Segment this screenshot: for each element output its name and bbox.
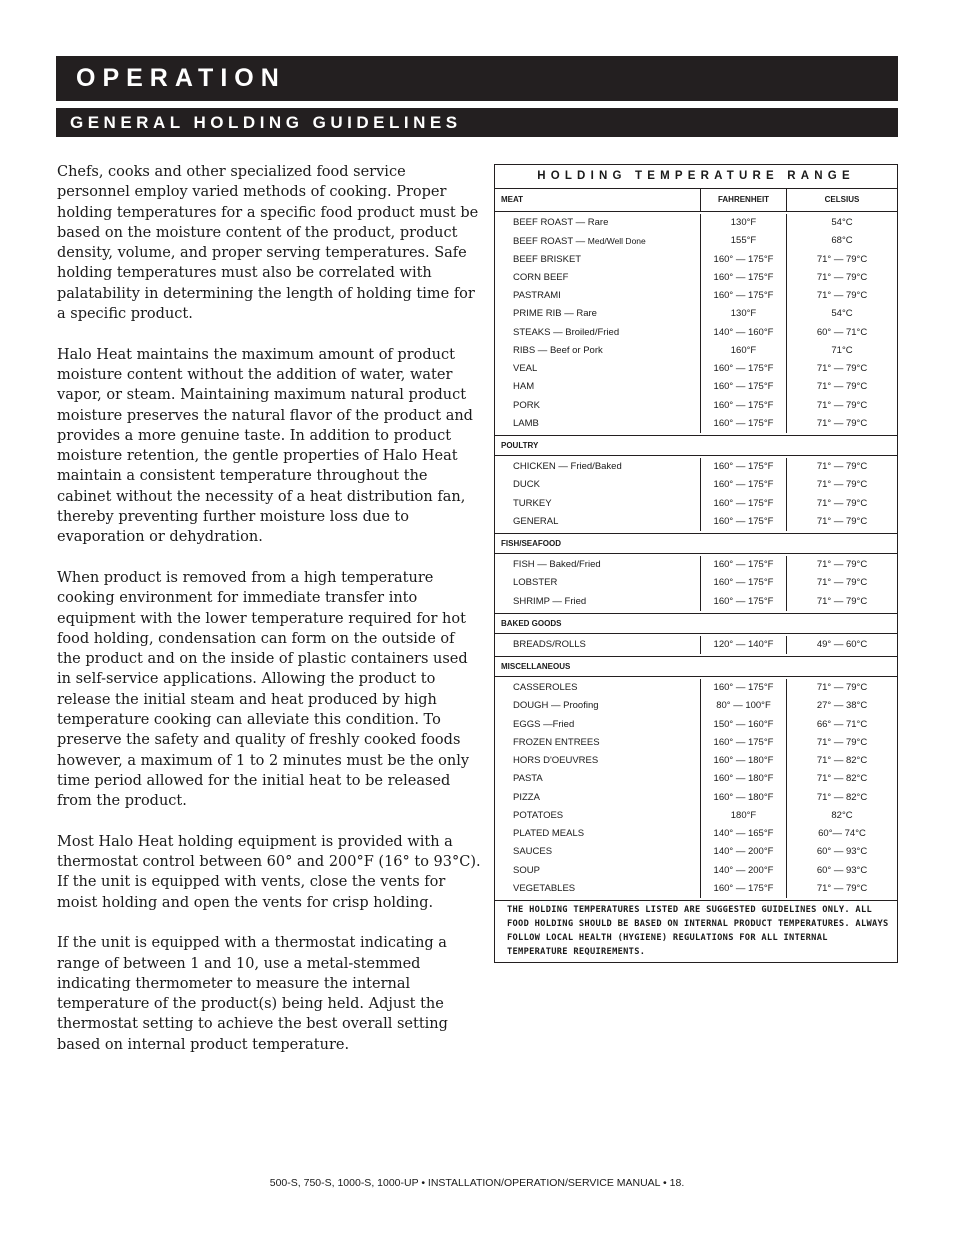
item-name: CORN BEEF [513,271,569,283]
item-name: GENERAL [513,515,559,527]
column-header-celsius: CELSIUS [824,195,860,204]
fahrenheit-value: 150° — 160°F [713,718,774,730]
fahrenheit-value: 130°F [730,308,757,320]
fahrenheit-value: 160° — 175°F [713,736,774,748]
celsius-column [787,556,897,611]
fahrenheit-value: 160° — 175°F [713,682,774,693]
fahrenheit-value: 160° — 175°F [713,497,774,509]
fahrenheit-value: 160° — 175°F [713,577,774,589]
paragraph: Chefs, cooks and other specialized food service personnel employ varied methods of cooking. Proper holding temperatures for a specific food product must be based on the moisture content of the product, product density, volume, and proper serving temperatures. Safe holding temperatures must also be correlated with palatability in determining the length of holding time for a specific product. [57,164,479,323]
item-name: SOUP [513,864,540,876]
table-row-item [495,342,700,360]
table-row-item [495,574,700,592]
item-column [495,636,701,654]
celsius-value: 27° — 38°C [816,700,868,712]
table-row-item [495,305,700,323]
item-name: BREADS/ROLLS [513,638,586,650]
celsius-value: 71° — 79°C [816,271,868,283]
fahrenheit-value: 155°F [730,235,757,247]
celsius-value: 71°C [831,344,853,356]
fish-group [495,554,897,614]
item-name: RIBS — Beef or Pork [513,344,603,356]
celsius-value: 71° — 79°C [816,559,868,570]
table-row-item [495,214,700,232]
item-name: PRIME RIB — Rare [513,308,597,320]
table-row-item [495,825,700,843]
celsius-value: 82°C [831,809,853,821]
item-name: BEEF BRISKET [513,253,582,265]
celsius-value: 54°C [831,217,853,228]
paragraph: Halo Heat maintains the maximum amount of product moisture content without the addition of water, water vapor, or steam. Maintaining maximum natural product moisture preserves the natural flavor of the product and provides a more genuine taste. In addition to product moisture retention, the gentle properties of Halo Heat maintain a consistent temperature throughout the cabinet without the necessity of a heat distribution fan, thereby preventing further moisture loss due to evaporation or dehydration. [57,346,473,546]
item-column [495,458,701,531]
celsius-value: 60° — 93°C [816,846,868,858]
table-row-item [495,415,700,433]
celsius-value: 71° — 79°C [816,417,868,429]
fahrenheit-value: 160° — 175°F [713,417,774,429]
celsius-value: 54°C [831,308,853,320]
table-row-item [495,679,700,697]
celsius-value: 71° — 82°C [816,755,868,766]
celsius-value: 71° — 79°C [816,736,868,748]
fahrenheit-value: 140° — 200°F [713,864,774,876]
item-name: TURKEY [513,497,552,509]
item-name: HORS D'OEUVRES [513,755,599,766]
celsius-value: 68°C [831,235,853,247]
fahrenheit-column [701,679,787,898]
celsius-value: 71° — 79°C [816,882,868,894]
celsius-value: 49° — 60°C [816,638,868,650]
item-name: DUCK [513,479,540,491]
celsius-value: 71° — 79°C [816,595,868,607]
table-title: HOLDING TEMPERATURE RANGE [495,165,897,189]
fahrenheit-value: 120° — 140°F [713,638,774,650]
table-row-item [495,789,700,807]
item-name: SHRIMP — Fried [513,595,587,607]
item-name: HAM [513,381,535,393]
column-header-fahrenheit: FAHRENHEIT [701,189,787,211]
section-title: GENERAL HOLDING GUIDELINES [70,113,462,132]
table-row-item [495,593,700,611]
table-row-item [495,360,700,378]
item-name: VEAL [513,363,538,374]
paragraph: If the unit is equipped with a thermostat indicating a range of between 1 and 10, use a metal-stemmed indicating thermometer to measure the internal temperature of the product(s) being held. Adjust the thermostat setting to achieve the best overall setting based on internal product temperature. [57,935,448,1053]
table-row-item [495,807,700,825]
celsius-value: 71° — 79°C [816,515,868,527]
section-miscellaneous: MISCELLANEOUS [495,657,897,677]
fahrenheit-value: 160° — 175°F [713,271,774,283]
item-name: EGGS —Fried [513,718,575,730]
item-name: SAUCES [513,846,553,858]
table-row-item [495,378,700,396]
fahrenheit-value: 160°F [730,344,757,356]
celsius-value: 60° — 93°C [816,864,868,876]
fahrenheit-column [701,636,787,654]
item-name: STEAKS — Broiled/Fried [513,326,620,338]
misc-group [495,677,897,901]
fahrenheit-value: 130°F [730,217,757,228]
celsius-value: 60°— 74°C [818,828,866,839]
item-name: PLATED MEALS [513,828,585,839]
fahrenheit-value: 180°F [730,809,757,821]
meat-group [495,212,897,436]
page-title: OPERATION [76,64,286,92]
item-name: FROZEN ENTREES [513,736,600,748]
fahrenheit-value: 160° — 175°F [713,595,774,607]
table-row-item [495,843,700,861]
fahrenheit-value: 160° — 175°F [713,515,774,527]
item-name: PASTRAMI [513,290,561,301]
table-row-item [495,287,700,305]
fahrenheit-value: 160° — 175°F [713,479,774,491]
celsius-value: 71° — 79°C [816,577,868,589]
fahrenheit-value: 160° — 175°F [713,882,774,894]
item-subname: Med/Well Done [587,236,646,247]
item-column [495,679,701,898]
table-note: THE HOLDING TEMPERATURES LISTED ARE SUGGESTED GUIDELINES ONLY. ALL FOOD HOLDING SHOULD BE BASED ON INTERNAL PRODUCT TEMPERATURES. ALWAYS FOLLOW LOCAL HEALTH (HYGIENE) REGULATIONS FOR ALL INTERNAL TEMPERATURE REQUIREMENTS. [507,905,889,957]
table-row-item [495,397,700,415]
table-row-item [495,513,700,531]
fahrenheit-value: 160° — 175°F [713,290,774,301]
item-name: PIZZA [513,791,540,803]
table-row-item [495,458,700,476]
item-name: CHICKEN — Fried/Baked [513,461,622,472]
item-column [495,556,701,611]
table-row-item [495,269,700,287]
table-row-item [495,862,700,880]
table-row-item [495,880,700,898]
fahrenheit-value: 160° — 180°F [713,791,774,803]
table-row-item [495,324,700,342]
celsius-value: 71° — 79°C [816,290,868,301]
celsius-value: 71° — 82°C [816,791,868,803]
table-row-item [495,476,700,494]
table-row-item [495,636,700,654]
page-footer: 500-S, 750-S, 1000-S, 1000-UP • INSTALLATION/OPERATION/SERVICE MANUAL • 18. [269,1177,685,1189]
table-row-item [495,716,700,734]
item-name: CASSEROLES [513,682,578,693]
paragraph: When product is removed from a high temperature cooking environment for immediate transfer into equipment with the lower temperature required for hot food holding, condensation can form on the outside of the product and on the inside of plastic containers used in self-service applications. Allowing the product to release the initial steam and heat produced by high temperature cooking can alleviate this condition. To preserve the safety and quality of freshly cooked foods however, a maximum of 1 to 2 minutes must be the only time period allowed for the initial heat to be released from the product. [57,569,470,810]
section-poultry: POULTRY [495,436,897,456]
section-banner [56,108,898,137]
section-baked-goods: BAKED GOODS [495,614,897,634]
fahrenheit-value: 140° — 200°F [713,846,774,858]
celsius-value: 71° — 79°C [816,497,868,509]
table-row-item [495,495,700,513]
poultry-group [495,456,897,534]
item-name: VEGETABLES [513,882,576,894]
section-fish-seafood: FISH/SEAFOOD [495,534,897,554]
item-name: PORK [513,399,540,411]
celsius-value: 71° — 82°C [816,773,868,785]
item-column [495,214,701,433]
baked-group [495,634,897,657]
item-name: LAMB [513,417,539,429]
item-name: FISH — Baked/Fried [513,559,601,570]
fahrenheit-column [701,556,787,611]
holding-temperature-table [494,164,898,963]
table-row-item [495,232,700,250]
item-name: LOBSTER [513,577,558,589]
fahrenheit-column [701,214,787,433]
table-row-item [495,734,700,752]
paragraph: Most Halo Heat holding equipment is provided with a thermostat control between 60° and 200°F (16° to 93°C). If the unit is equipped with vents, close the vents for moist holding and open the vents for crisp holding. [57,833,481,911]
table-row-item [495,770,700,788]
body-text [57,162,482,1075]
fahrenheit-column [701,458,787,531]
celsius-value: 66° — 71°C [816,718,868,730]
celsius-value: 71° — 79°C [816,253,868,265]
celsius-column [787,636,897,654]
fahrenheit-value: 160° — 175°F [713,363,774,374]
table-row-item [495,752,700,770]
celsius-column [787,214,897,433]
celsius-column [787,679,897,898]
celsius-value: 71° — 79°C [816,381,868,393]
fahrenheit-value: 160° — 175°F [713,461,774,472]
fahrenheit-value: 160° — 175°F [713,399,774,411]
celsius-column [787,458,897,531]
fahrenheit-value: 160° — 180°F [713,755,774,766]
item-name: BEEF ROAST — Rare [513,217,609,228]
fahrenheit-value: 140° — 160°F [713,326,774,338]
item-name: PASTA [513,773,543,785]
fahrenheit-value: 80° — 100°F [716,700,771,712]
table-header-row [495,189,897,212]
item-name: BEEF ROAST — [513,236,588,248]
table-row-item [495,251,700,269]
item-name: POTATOES [513,809,564,821]
fahrenheit-value: 160° — 175°F [713,381,774,393]
item-name: DOUGH — Proofing [513,700,599,712]
celsius-value: 71° — 79°C [816,479,868,491]
celsius-value: 71° — 79°C [816,682,868,693]
table-row-item [495,556,700,574]
celsius-value: 60° — 71°C [816,326,868,338]
fahrenheit-value: 140° — 165°F [713,828,774,839]
fahrenheit-value: 160° — 175°F [713,253,774,265]
celsius-value: 71° — 79°C [816,363,868,374]
operation-banner [56,56,898,101]
celsius-value: 71° — 79°C [816,399,868,411]
celsius-value: 71° — 79°C [816,461,868,472]
column-header-meat: MEAT [495,189,701,211]
fahrenheit-value: 160° — 175°F [713,559,774,570]
fahrenheit-value: 160° — 180°F [713,773,774,785]
table-row-item [495,697,700,715]
